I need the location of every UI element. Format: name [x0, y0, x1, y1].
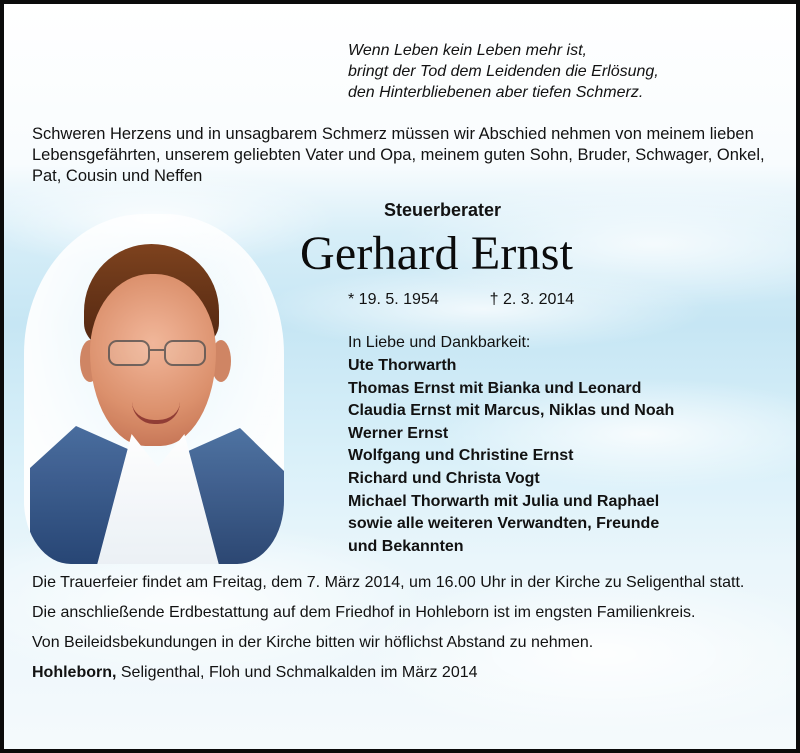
- portrait-glasses: [108, 340, 206, 366]
- portrait-glasses-right-lens: [164, 340, 206, 366]
- deceased-name: Gerhard Ernst: [300, 227, 574, 280]
- funeral-info: Die Trauerfeier findet am Freitag, dem 7. März 2014, um 16.00 Uhr in der Kirche zu Seligenthal statt.: [32, 574, 745, 591]
- intro-text: Schweren Herzens und in unsagbarem Schmerz müssen wir Abschied nehmen von meinem lieben Lebensgefährten, unserem geliebten Vater und Opa, meinem guten Sohn, Bruder, Schwager, Onkel, Pat, Cousin und Neffen: [32, 125, 765, 185]
- thanks-intro: In Liebe und Dankbarkeit:: [348, 334, 531, 351]
- mourner-line: Werner Ernst: [348, 424, 449, 442]
- burial-info: Die anschließende Erdbestattung auf dem Friedhof in Hohleborn ist im engsten Familienkreis.: [32, 604, 696, 621]
- mourner-line: Richard und Christa Vogt: [348, 469, 540, 487]
- portrait-photo: [24, 214, 284, 564]
- poem-quote: [348, 40, 659, 103]
- mourner-line: sowie alle weiteren Verwandten, Freunde: [348, 515, 660, 533]
- profession-title: Steuerberater: [384, 200, 502, 220]
- mourner-line: und Bekannten: [348, 537, 464, 555]
- mourner-line: Claudia Ernst mit Marcus, Niklas und Noah: [348, 402, 675, 420]
- portrait-glasses-left-lens: [108, 340, 150, 366]
- death-date: † 2. 3. 2014: [489, 291, 575, 308]
- condolence-info: Von Beileidsbekundungen in der Kirche bitten wir höflichst Abstand zu nehmen.: [32, 634, 594, 651]
- mourner-line: Wolfgang und Christine Ernst: [348, 447, 574, 465]
- closing-rest: Seligenthal, Floh und Schmalkalden im März 2014: [116, 664, 478, 681]
- closing-line: [32, 662, 776, 683]
- poem-line: den Hinterbliebenen aber tiefen Schmerz.: [348, 84, 644, 101]
- mourner-line: Ute Thorwarth: [348, 357, 457, 374]
- life-dates: [348, 291, 574, 309]
- mourner-line: Michael Thorwarth mit Julia und Raphael: [348, 492, 660, 510]
- funeral-details: [32, 572, 776, 692]
- birth-date: * 19. 5. 1954: [348, 291, 439, 308]
- portrait-glasses-bridge: [150, 349, 164, 351]
- mourner-line: Thomas Ernst mit Bianka und Leonard: [348, 379, 642, 397]
- poem-line: bringt der Tod dem Leidenden die Erlösung,: [348, 63, 659, 80]
- closing-place: Hohleborn,: [32, 664, 117, 681]
- mourners-list: [348, 355, 768, 558]
- mourners-section: [348, 332, 768, 558]
- poem-line: Wenn Leben kein Leben mehr ist,: [348, 42, 587, 59]
